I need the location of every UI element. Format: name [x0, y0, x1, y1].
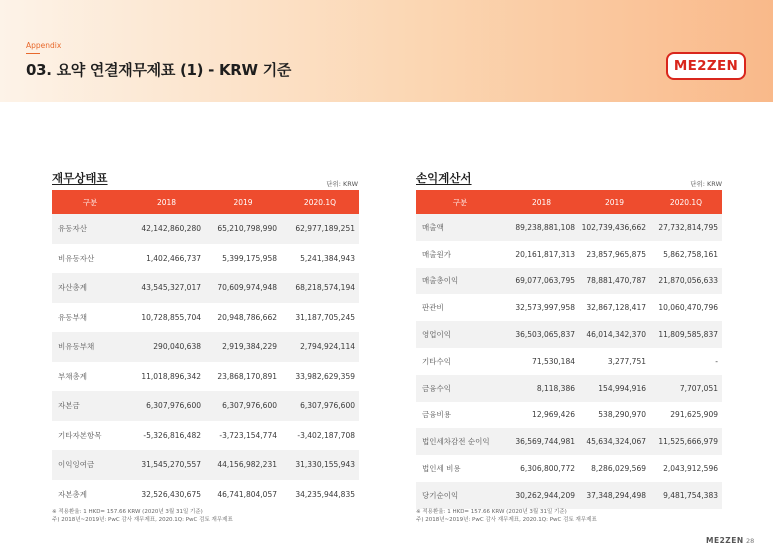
row-value-2019: 102,739,436,662	[581, 222, 646, 232]
table-row	[52, 480, 359, 510]
row-value-2020-1q: 5,862,758,161	[663, 249, 718, 259]
exchange-rate-note: ※ 적용환율: 1 HKD= 157.66 KRW (2020년 3월 31일 기준)	[416, 509, 567, 515]
column-header-label: 구분	[82, 197, 98, 207]
row-value-2019: 37,348,294,498	[586, 490, 646, 500]
column-header-year: 2018	[156, 197, 177, 207]
row-label: 당기순이익	[422, 490, 459, 500]
row-value-2019: 8,286,029,569	[591, 464, 646, 474]
table-row	[416, 214, 722, 241]
audit-note: 주) 2018년~2019년: PwC 감사 재무제표, 2020.1Q: PwC 검토 재무제표	[52, 517, 233, 523]
row-label: 판관비	[422, 303, 444, 313]
row-value-2020-1q: 31,187,705,245	[295, 312, 355, 322]
row-value-2018: 12,969,426	[532, 410, 575, 420]
row-label: 매출총이익	[422, 276, 459, 286]
row-value-2018: 69,077,063,795	[515, 276, 575, 286]
table-row	[52, 362, 359, 392]
table-row	[52, 214, 359, 244]
company-logo: ME2ZEN	[666, 52, 746, 80]
row-label: 비유동자산	[58, 253, 95, 263]
header-band	[0, 0, 773, 102]
row-value-2019: 23,857,965,875	[586, 249, 646, 259]
row-value-2020-1q: 2,794,924,114	[300, 342, 355, 352]
table-row	[416, 482, 722, 509]
income-statement-notes	[416, 508, 597, 524]
row-value-2019: 46,014,342,370	[586, 330, 646, 340]
income-statement-table	[416, 190, 722, 509]
appendix-label: Appendix	[26, 41, 62, 50]
row-label: 자산총계	[58, 283, 87, 293]
row-label: 이익잉여금	[58, 460, 95, 470]
row-value-2019: 46,741,804,057	[217, 489, 277, 499]
table-row	[416, 375, 722, 402]
row-value-2020-1q: 68,218,574,194	[295, 283, 355, 293]
row-value-2018: 290,040,638	[153, 342, 201, 352]
row-value-2019: 78,881,470,787	[586, 276, 646, 286]
income-statement-unit: 단위: KRW	[690, 180, 722, 188]
table-row	[416, 348, 722, 375]
row-value-2018: 6,306,800,772	[520, 464, 575, 474]
row-value-2020-1q: 6,307,976,600	[300, 401, 355, 411]
page-number: 28	[746, 537, 755, 545]
table-row	[416, 321, 722, 348]
row-value-2020-1q: 10,060,470,796	[658, 303, 718, 313]
table-row	[52, 391, 359, 421]
row-value-2020-1q: 62,977,189,251	[295, 224, 355, 234]
table-row	[416, 455, 722, 482]
table-row	[416, 294, 722, 321]
row-value-2020-1q: 9,481,754,383	[663, 490, 718, 500]
column-header-label: 구분	[452, 197, 468, 207]
appendix-underline	[26, 53, 40, 54]
row-value-2020-1q: 31,330,155,943	[295, 460, 355, 470]
row-label: 법인세 비용	[422, 464, 461, 474]
balance-sheet-title: 재무상태표	[52, 171, 108, 185]
row-value-2019: 65,210,798,990	[217, 224, 277, 234]
row-value-2020-1q: 33,982,629,359	[295, 371, 355, 381]
row-label: 금융수익	[422, 383, 451, 393]
column-header-year: 2019	[604, 197, 625, 207]
row-label: 영업이익	[422, 330, 451, 340]
row-value-2020-1q: 5,241,384,943	[300, 253, 355, 263]
row-value-2018: 31,545,270,557	[141, 460, 201, 470]
table-row	[52, 450, 359, 480]
row-value-2018: 89,238,881,108	[515, 222, 575, 232]
table-row	[52, 273, 359, 303]
row-value-2018: 11,018,896,342	[141, 371, 201, 381]
table-row	[52, 421, 359, 451]
row-value-2018: 36,569,744,981	[515, 437, 575, 447]
balance-sheet-table	[52, 190, 359, 509]
row-value-2019: 538,290,970	[598, 410, 646, 420]
row-value-2018: 42,142,860,280	[141, 224, 201, 234]
column-header-year: 2020.1Q	[669, 197, 703, 207]
row-value-2019: 5,399,175,958	[222, 253, 277, 263]
row-value-2019: 3,277,751	[607, 356, 646, 366]
row-value-2018: 71,530,184	[532, 356, 575, 366]
row-value-2020-1q: -	[715, 356, 718, 366]
column-header-year: 2019	[233, 197, 253, 207]
page-title: 03. 요약 연결재무제표 (1) - KRW 기준	[26, 61, 292, 79]
row-label: 법인세차감전 순이익	[422, 437, 490, 447]
row-value-2018: 8,118,386	[536, 383, 575, 393]
row-value-2018: 20,161,817,313	[515, 249, 575, 259]
row-label: 기타수익	[422, 356, 451, 366]
row-label: 부채총계	[58, 371, 87, 381]
column-header-year: 2018	[531, 197, 552, 207]
footer-brand: ME2ZEN	[706, 536, 744, 545]
table-row	[52, 332, 359, 362]
table-row	[416, 428, 722, 455]
income-statement-title: 손익계산서	[416, 171, 472, 185]
table-header-row	[416, 190, 722, 214]
column-header-year: 2020.1Q	[303, 197, 337, 207]
row-value-2018: 1,402,466,737	[146, 253, 201, 263]
row-value-2019: 23,868,170,891	[217, 371, 277, 381]
row-value-2019: 6,307,976,600	[222, 401, 277, 411]
row-label: 유동부채	[58, 312, 87, 322]
audit-note: 주) 2018년~2019년: PwC 감사 재무제표, 2020.1Q: PwC 검토 재무제표	[416, 517, 597, 523]
table-row	[52, 303, 359, 333]
balance-sheet-unit: 단위: KRW	[326, 180, 358, 188]
row-value-2020-1q: 34,235,944,835	[295, 489, 355, 499]
row-label: 금융비용	[422, 410, 451, 420]
row-value-2020-1q: 21,870,056,633	[658, 276, 718, 286]
row-value-2018: -5,326,816,482	[143, 430, 201, 440]
table-header-row	[52, 190, 359, 214]
row-value-2020-1q: 7,707,051	[679, 383, 718, 393]
row-value-2018: 6,307,976,600	[146, 401, 201, 411]
row-label: 매출원가	[422, 249, 451, 259]
row-label: 기타자본항목	[58, 430, 102, 440]
row-value-2019: 44,156,982,231	[217, 460, 277, 470]
row-value-2018: 30,262,944,209	[515, 490, 575, 500]
exchange-rate-note: ※ 적용환율: 1 HKD= 157.66 KRW (2020년 3월 31일 기준)	[52, 509, 203, 515]
row-value-2020-1q: 11,525,666,979	[658, 437, 718, 447]
row-value-2020-1q: -3,402,187,708	[297, 430, 355, 440]
row-value-2020-1q: 11,809,585,837	[658, 330, 718, 340]
table-row	[52, 244, 359, 274]
table-row	[416, 402, 722, 429]
row-label: 매출액	[422, 222, 444, 232]
table-row	[416, 241, 722, 268]
row-value-2018: 32,573,997,958	[515, 303, 575, 313]
row-label: 자본금	[58, 401, 80, 411]
row-value-2019: 70,609,974,948	[217, 283, 277, 293]
row-label: 유동자산	[58, 224, 87, 234]
row-value-2019: 32,867,128,417	[586, 303, 646, 313]
table-row	[416, 268, 722, 295]
row-value-2019: 20,948,786,662	[217, 312, 277, 322]
row-value-2018: 32,526,430,675	[141, 489, 201, 499]
row-value-2019: 154,994,916	[598, 383, 646, 393]
row-value-2020-1q: 291,625,909	[670, 410, 718, 420]
row-value-2019: 2,919,384,229	[222, 342, 277, 352]
row-value-2018: 43,545,327,017	[141, 283, 201, 293]
row-value-2020-1q: 27,732,814,795	[658, 222, 718, 232]
row-value-2020-1q: 2,043,912,596	[663, 464, 718, 474]
row-label: 비유동부채	[58, 342, 95, 352]
row-value-2018: 10,728,855,704	[141, 312, 201, 322]
row-value-2019: 45,634,324,067	[586, 437, 646, 447]
row-value-2018: 36,503,065,837	[515, 330, 575, 340]
row-value-2019: -3,723,154,774	[219, 430, 277, 440]
row-label: 자본총계	[58, 489, 87, 499]
balance-sheet-notes	[52, 508, 233, 524]
